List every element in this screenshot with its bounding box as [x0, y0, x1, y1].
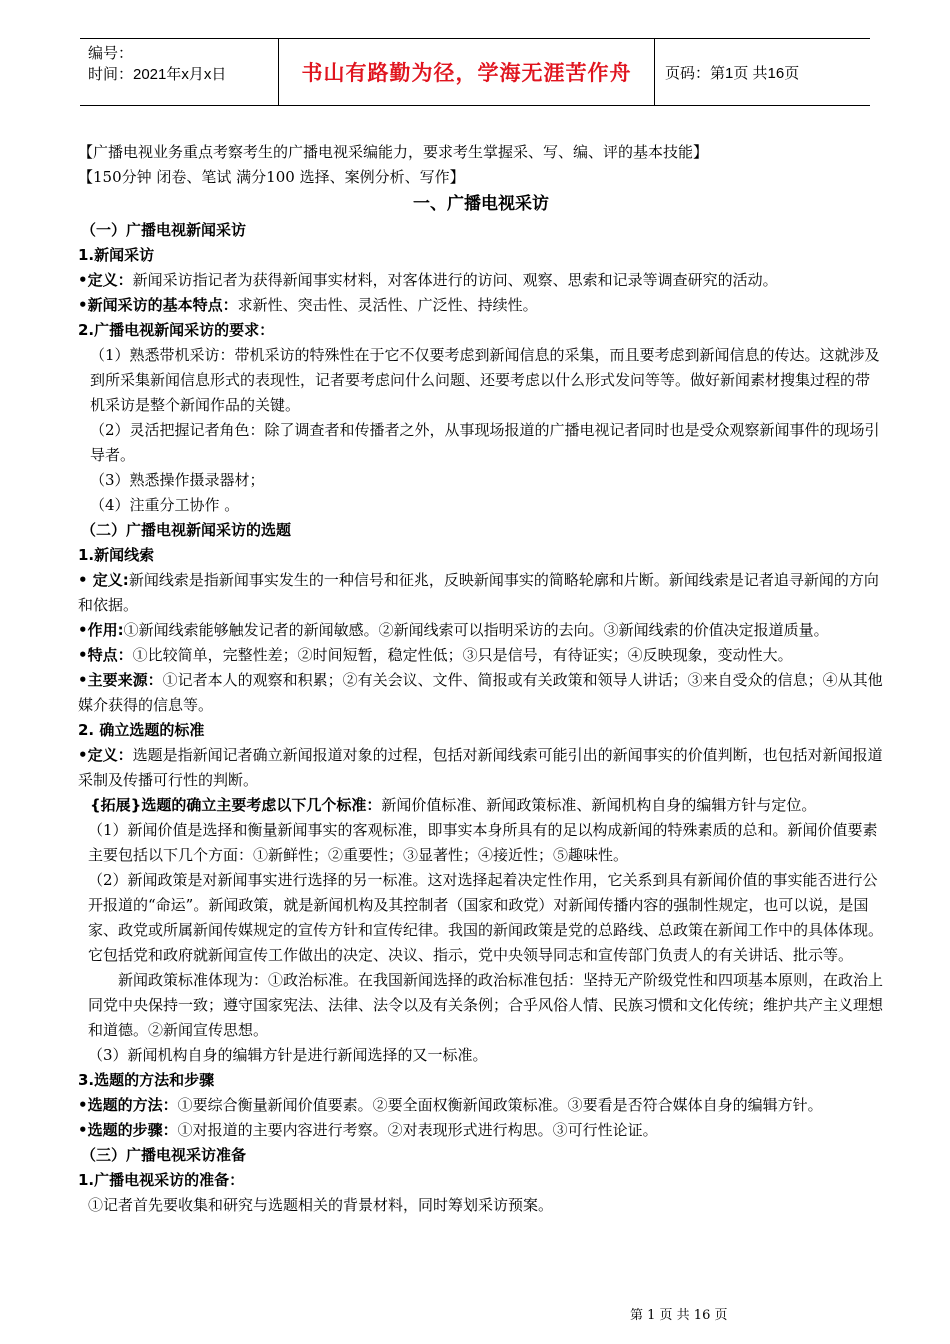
term-label: •作用: [78, 621, 124, 639]
heading-topic-standards: 2. 确立选题的标准 [78, 721, 205, 739]
paragraph: 新闻政策标准体现为：①政治标准。在我国新闻选择的政治标准包括：坚持无产阶级党性和四项基本原则，在政治上同党中央保持一致；遵守国家宪法、法律、法令以及有关条例；合乎风俗人情、民族习惯和文化传统；维护共产主义理想和道德。②新闻宣传思想。 [88, 971, 884, 1039]
subsection-1-title: （一）广播电视新闻采访 [81, 221, 247, 239]
paragraph [78, 1093, 884, 1118]
heading-requirements: 2.广播电视新闻采访的要求： [78, 321, 275, 339]
paragraph [78, 293, 884, 318]
paragraph: （3）新闻机构自身的编辑方针是进行新闻选择的又一标准。 [88, 1046, 488, 1064]
term-label: •主要来源： [78, 671, 163, 689]
term-text: 选题是指新闻记者确立新闻报道对象的过程，包括对新闻线索可能引出的新闻事实的价值判断，也包括对新闻报道采制及传播可行性的判断。 [78, 746, 883, 789]
term-label: •定义： [78, 746, 133, 764]
term-text: ①新闻线索能够触发记者的新闻敏感。②新闻线索可以指明采访的去向。③新闻线索的价值决定报道质量。 [123, 621, 829, 639]
term-label: •选题的方法： [78, 1096, 178, 1114]
subsection-3-title: （三）广播电视采访准备 [81, 1146, 247, 1164]
term-text: ①记者本人的观察和积累；②有关会议、文件、简报或有关政策和领导人讲话；③来自受众的信息；④从其他媒介获得的信息等。 [78, 671, 883, 714]
term-text: 新闻线索是指新闻事实发生的一种信号和征兆，反映新闻事实的简略轮廓和片断。新闻线索是记者追寻新闻的方向和依据。 [78, 571, 879, 614]
paragraph: ①记者首先要收集和研究与选题相关的背景材料，同时筹划采访预案。 [88, 1196, 554, 1214]
term-label: {拓展}选题的确立主要考虑以下几个标准： [90, 796, 382, 814]
term-text: 新闻价值标准、新闻政策标准、新闻机构自身的编辑方针与定位。 [381, 796, 817, 814]
paragraph [78, 618, 884, 643]
heading-methods: 3.选题的方法和步骤 [78, 1071, 215, 1089]
paragraph: （3）熟悉操作摄录器材； [90, 471, 265, 489]
term-label: •新闻采访的基本特点： [78, 296, 238, 314]
intro-line-1: 【广播电视业务重点考察考生的广播电视采编能力，要求考生掌握采、写、编、评的基本技能】 [78, 143, 709, 161]
paragraph [78, 568, 884, 618]
term-label: •特点： [78, 646, 133, 664]
term-text: ①要综合衡量新闻价值要素。②要全面权衡新闻政策标准。③要看是否符合媒体自身的编辑方针。 [177, 1096, 823, 1114]
term-label: • 定义: [78, 571, 129, 589]
paragraph [78, 668, 884, 718]
paragraph: （1）新闻价值是选择和衡量新闻事实的客观标准，即事实本身所具有的足以构成新闻的特殊素质的总和。新闻价值要素主要包括以下几个方面：①新鲜性；②重要性；③显著性；④接近性；⑤趣味性。 [88, 821, 878, 864]
paragraph [78, 268, 884, 293]
paragraph: （1）熟悉带机采访：带机采访的特殊性在于它不仅要考虑到新闻信息的采集，而且要考虑到新闻信息的传达。这就涉及到所采集新闻信息形式的表现性，记者要考虑问什么问题、还要考虑以什么形式发问等等。做好新闻素材搜集过程的带机采访是整个新闻作品的关键。 [90, 346, 880, 414]
intro-line-2: 【150分钟 闭卷、笔试 满分100 选择、案例分析、写作】 [78, 168, 465, 186]
term-text: ①对报道的主要内容进行考察。②对表现形式进行构思。③可行性论证。 [177, 1121, 658, 1139]
term-label: •选题的步骤： [78, 1121, 178, 1139]
header-left-cell [80, 39, 279, 105]
paragraph [78, 743, 884, 793]
heading-news-interview: 1.新闻采访 [78, 246, 155, 264]
page-footer: 第 1 页 共 16 页 [630, 1308, 728, 1323]
number-label: 编号： [88, 45, 134, 62]
paragraph: （2）新闻政策是对新闻事实进行选择的另一标准。这对选择起着决定性作用，它关系到具有新闻价值的事实能否进行公开报道的“命运”。新闻政策，就是新闻机构及其控制者（国家和政党）对新闻传播内容的强制性规定，也可以说，是国家、政党或所属新闻传媒规定的宣传方针和宣传纪律。我国的新闻政策是党的总路线、总政策在新闻工作中的具体体现。它包括党和政府就新闻宣传工作做出的决定、决议、指示，党中央领导同志和宣传部门负责人的有关讲话、批示等。 [88, 871, 884, 964]
term-label: •定义： [78, 271, 133, 289]
paragraph: （4）注重分工协作 。 [90, 496, 240, 514]
heading-news-clues: 1.新闻线索 [78, 546, 155, 564]
paragraph [78, 643, 884, 668]
paragraph: （2）灵活把握记者角色：除了调查者和传播者之外，从事现场报道的广播电视记者同时也是受众观察新闻事件的现场引导者。 [90, 421, 880, 464]
page-label: 页码：第1页 共16页 [665, 64, 800, 82]
motto: 书山有路勤为径，学海无涯苦作舟 [279, 39, 655, 105]
paragraph [78, 1118, 884, 1143]
term-text: ①比较简单，完整性差；②时间短暂，稳定性低；③只是信号，有待证实；④反映现象，变动性大。 [132, 646, 793, 664]
paragraph [78, 793, 884, 818]
document-body [78, 140, 884, 1218]
term-text: 新闻采访指记者为获得新闻事实材料，对客体进行的访问、观察、思索和记录等调查研究的活动。 [132, 271, 778, 289]
header-table [80, 38, 870, 106]
heading-preparation: 1.广播电视采访的准备： [78, 1171, 245, 1189]
date-label: 时间：2021年x月x日 [88, 66, 227, 83]
section-title: 一、广播电视采访 [413, 194, 549, 214]
term-text: 求新性、突击性、灵活性、广泛性、持续性。 [237, 296, 538, 314]
subsection-2-title: （二）广播电视新闻采访的选题 [81, 521, 292, 539]
